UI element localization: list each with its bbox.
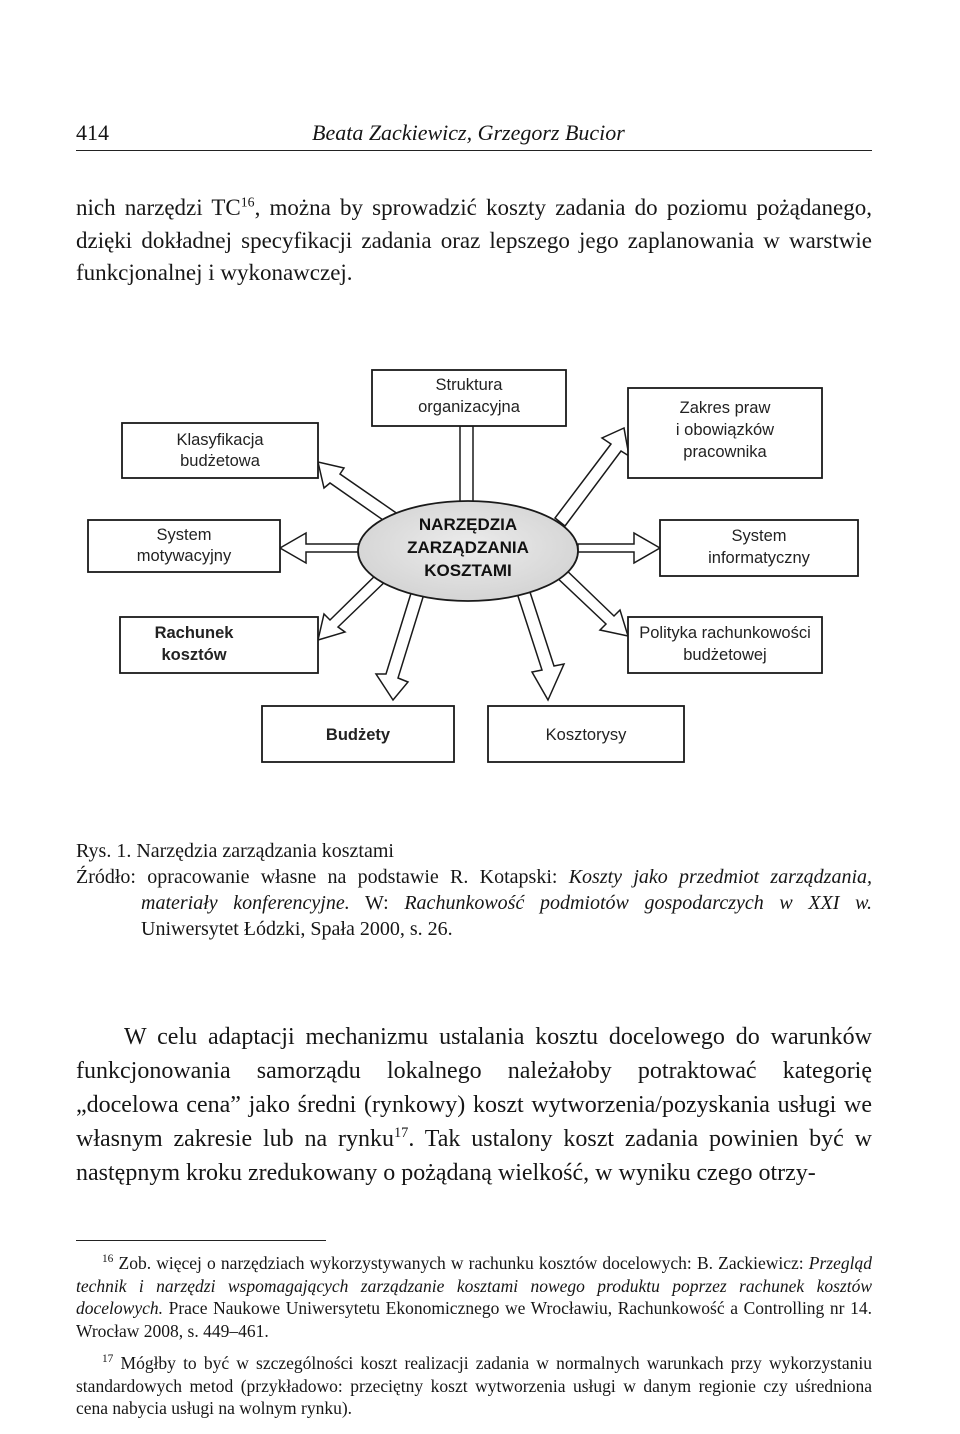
box-kosztorysy-label: Kosztorysy (545, 726, 627, 744)
running-title: Beata Zackiewicz, Grzegorz Bucior (312, 120, 625, 145)
box-zakres-line-2: i obowiązków (675, 421, 775, 439)
footnote-ref-16[interactable]: 16 (240, 194, 255, 210)
box-struktura-line-1: Struktura (435, 376, 503, 394)
figure-label: Rys. 1. Narzędzia zarządzania kosztami (76, 840, 394, 862)
arrow-to-kosztorysy (516, 586, 564, 700)
box-rachunek-line-1: Rachunek (154, 624, 234, 642)
arrow-to-motywacja (280, 533, 368, 563)
box-struktura-line-2: organizacyjna (418, 398, 520, 416)
center-label-line-1: NARZĘDZIA (418, 515, 518, 534)
footnote-17-text-1: Mógłby to być w szczególności koszt realizacji zadania w normalnych warunkach przy wykorzystaniu standardowych metod (przykładowo: przeciętny koszt wytworzenia usługi w danym regionie czy uśredniona cena nabycia usługi na wolnym rynku). (76, 1353, 872, 1418)
box-informatyka-line-2: informatyczny (708, 549, 810, 567)
box-polityka-line-2: budżetowej (683, 646, 767, 664)
footnote-16-title: Przegląd technik i narzędzi wspomagających zarządzanie kosztami nowego produktu poprzez rachunek kosztów docelowych. (76, 1253, 872, 1318)
source-title-1: Koszty jako przedmiot zarządzania, materiały konferencyjne. (141, 866, 873, 914)
arrow-to-zakres (555, 428, 629, 526)
box-zakres-line-1: Zakres praw (679, 399, 771, 417)
main-text-start: W celu adaptacji mechanizmu ustalania kosztu docelowego do warunków funkcjonowania samorządu lokalnego należałoby potraktować kategorię „docelowa cena” jako średni (rynkowy) koszt wytworzenia/pozyskania usługi we własnym zakresie lub na rynku (76, 1024, 872, 1152)
box-klasyfikacja-line-2: budżetowa (180, 452, 260, 470)
box-rachunek-line-2: kosztów (161, 646, 227, 664)
center-label-line-3: KOSZTAMI (424, 561, 512, 580)
footnotes (76, 1252, 872, 1430)
arrow-to-informatyka (578, 533, 660, 563)
arrow-to-budzety (376, 590, 424, 700)
source-label: Źródło: (76, 866, 136, 888)
figure-caption (76, 838, 872, 942)
box-klasyfikacja-line-1: Klasyfikacja (176, 431, 264, 449)
footnote-17-number: 17 (102, 1353, 114, 1366)
box-budzety-label: Budżety (325, 726, 391, 744)
main-paragraph (76, 1020, 872, 1190)
footnote-16-number: 16 (102, 1253, 114, 1266)
source-title-2: Rachunkowość podmiotów gospodarczych w XXI w. (404, 892, 872, 914)
footnote-ref-17[interactable]: 17 (393, 1125, 409, 1141)
box-motywacja-line-2: motywacyjny (136, 547, 232, 565)
intro-text-end: , można by sprowadzić koszty zadania do poziomu pożądanego, dzięki dokładnej specyfikacji zadania oraz lepszego jego zaplanowania w warstwie funkcjonalnej i wykonawczej. (76, 195, 872, 285)
page-number: 414 (76, 120, 109, 145)
box-polityka-line-1: Polityka rachunkowości (639, 624, 811, 642)
footnote-16-text-1: Zob. więcej o narzędziach wykorzystywanych w rachunku kosztów docelowych: B. Zackiewicz: (113, 1253, 809, 1273)
footnote-16-text-2: Prace Naukowe Uniwersytetu Ekonomicznego we Wrocławiu, Rachunkowość a Controlling nr 14. Wrocław 2008, s. 449–461. (76, 1298, 872, 1341)
intro-text-start: nich narzędzi TC (76, 195, 241, 220)
source-text-1: opracowanie własne na podstawie R. Kotapski: (147, 866, 569, 888)
box-motywacja-line-1: System (156, 526, 212, 544)
box-informatyka-line-1: System (731, 527, 787, 545)
footnote-16 (76, 1252, 872, 1342)
footnote-17 (76, 1352, 872, 1420)
source-text-3: Uniwersytet Łódzki, Spała 2000, s. 26. (141, 918, 453, 940)
figure-source (76, 864, 872, 942)
source-text-2: W: (349, 892, 405, 914)
main-text-end: . Tak ustalony koszt zadania powinien być w następnym kroku zredukowany o pożądaną wielkość, w wyniku czego otrzy- (76, 1126, 872, 1186)
footnote-separator (76, 1240, 326, 1241)
center-label-line-2: ZARZĄDZANIA (407, 538, 529, 557)
box-zakres-line-3: pracownika (683, 443, 767, 461)
